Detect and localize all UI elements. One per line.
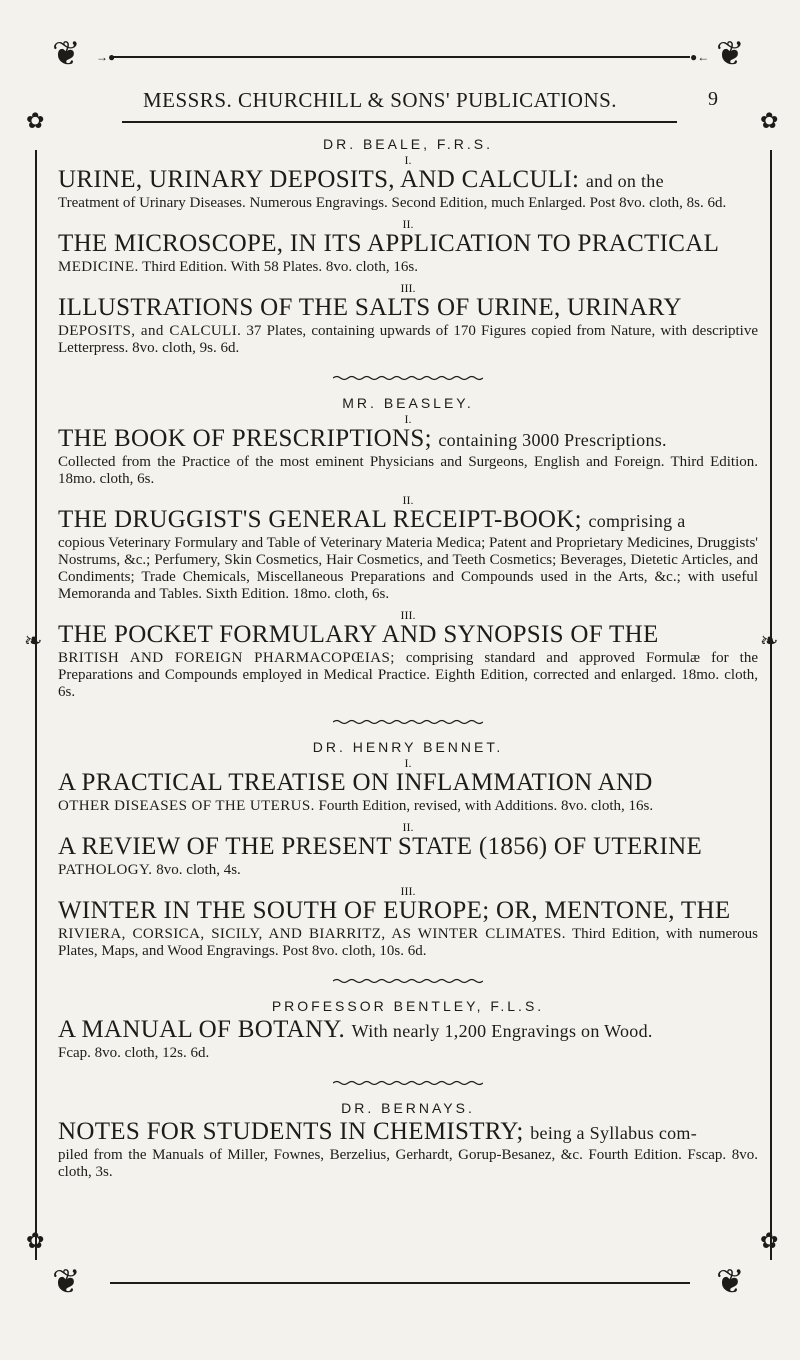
author-heading: PROFESSOR BENTLEY, F.L.S. — [271, 998, 545, 1014]
top-right-corner-ornament-icon: ❦ — [716, 36, 745, 73]
entry-title — [58, 1016, 758, 1045]
entry-title-main: NOTES FOR STUDENTS IN CHEMISTRY; — [58, 1118, 524, 1145]
entry-title-main: ILLUSTRATIONS OF THE SALTS OF URINE, URINARY — [58, 294, 682, 321]
author-section — [58, 739, 758, 960]
entry-description — [58, 1045, 758, 1062]
top-right-dash-ornament-icon: ●← — [690, 50, 710, 64]
publication-entry — [58, 1118, 758, 1181]
publication-entry — [58, 609, 758, 701]
entry-title — [58, 506, 758, 535]
publication-entry — [58, 413, 758, 488]
left-top-floret-icon: ✿ — [26, 108, 45, 133]
wavy-separator — [333, 375, 483, 381]
author-heading: DR. BERNAYS. — [341, 1100, 475, 1116]
entry-title — [58, 294, 758, 323]
entry-description — [58, 798, 758, 815]
entry-description-text: Fcap. 8vo. cloth, 12s. 6d. — [58, 1045, 210, 1061]
entry-description — [58, 195, 758, 212]
entry-numeral: III. — [400, 608, 416, 622]
author-section — [58, 136, 758, 357]
entry-description-caps: OTHER DISEASES OF THE UTERUS. — [58, 798, 315, 814]
wavy-separator — [333, 1080, 483, 1086]
entry-title — [58, 769, 758, 798]
entry-description-caps: DEPOSITS, and CALCULI. — [58, 323, 242, 339]
entry-numeral: III. — [400, 884, 416, 898]
entry-numeral: I. — [404, 153, 412, 167]
publication-entry — [58, 757, 758, 815]
author-section — [58, 998, 758, 1062]
top-left-corner-ornament-icon: ❦ — [52, 36, 81, 73]
publication-entry — [58, 1016, 758, 1062]
entry-description-text: piled from the Manuals of Miller, Fownes, Berzelius, Gerhardt, Gorup-Besanez, &c. Fourth Edition. Fscap. 8vo. cloth, 3s. — [58, 1147, 758, 1180]
entry-description-text: Collected from the Practice of the most eminent Physicians and Surgeons, English and Foreign. Third Edition. 18mo. cloth, 6s. — [58, 454, 758, 487]
entry-numeral: I. — [404, 412, 412, 426]
entry-description — [58, 650, 758, 701]
entry-title — [58, 425, 758, 454]
entry-description — [58, 535, 758, 603]
bottom-right-corner-ornament-icon: ❦ — [716, 1264, 745, 1301]
entry-title — [58, 897, 758, 926]
entry-description-caps: BRITISH AND FOREIGN PHARMACOPŒIAS; — [58, 650, 395, 666]
left-middle-floret-icon: ❧ — [24, 628, 43, 653]
header-underline-rule — [122, 121, 677, 123]
entry-title — [58, 621, 758, 650]
entry-title — [58, 230, 758, 259]
entry-title-rest: comprising a — [588, 511, 686, 531]
right-middle-floret-icon: ❧ — [760, 628, 779, 653]
author-section — [58, 395, 758, 701]
entry-description-caps: RIVIERA, CORSICA, SICILY, AND BIARRITZ, AS WINTER CLIMATES. — [58, 926, 566, 942]
entry-numeral: II. — [402, 820, 414, 834]
right-top-floret-icon: ✿ — [760, 108, 779, 133]
entry-numeral: II. — [402, 217, 414, 231]
page-number: 9 — [708, 88, 718, 110]
publication-entry — [58, 494, 758, 603]
entry-description-text: copious Veterinary Formulary and Table of Veterinary Materia Medica; Patent and Proprietary Medicines, Druggists' Nostrums, &c.; Perfumery, Skin Cosmetics, Hair Cosmetics, and Teeth Cosmetics; Beverages, Dietetic Articles, and Condiments; Trade Chemicals, Miscellaneous Preparations and Compounds used in the Arts, &c.; with useful Memoranda and Tables. Sixth Edition. 18mo. cloth, 6s. — [58, 535, 758, 602]
entry-title-main: THE DRUGGIST'S GENERAL RECEIPT-BOOK; — [58, 506, 582, 533]
entry-title — [58, 833, 758, 862]
entry-description-text: Fourth Edition, revised, with Additions. 8vo. cloth, 16s. — [314, 798, 654, 814]
right-border-line — [770, 150, 772, 1260]
bottom-border-rule — [110, 1282, 690, 1284]
publication-list — [58, 136, 758, 1187]
entry-title — [58, 166, 758, 195]
entry-title-main: THE BOOK OF PRESCRIPTIONS; — [58, 425, 432, 452]
author-section — [58, 1100, 758, 1181]
entry-numeral: I. — [404, 756, 412, 770]
entry-title-main: THE POCKET FORMULARY AND SYNOPSIS OF THE — [58, 621, 659, 648]
entry-description-text: 8vo. cloth, 4s. — [152, 862, 241, 878]
entry-title — [58, 1118, 758, 1147]
entry-description — [58, 1147, 758, 1181]
entry-description — [58, 862, 758, 879]
author-heading: DR. HENRY BENNET. — [312, 739, 504, 755]
entry-numeral: II. — [402, 493, 414, 507]
top-left-dash-ornament-icon: →● — [96, 50, 116, 64]
running-head: MESSRS. CHURCHILL & SONS' PUBLICATIONS. — [142, 88, 618, 112]
publication-entry — [58, 821, 758, 879]
entry-description — [58, 259, 758, 276]
entry-description-text: Treatment of Urinary Diseases. Numerous Engravings. Second Edition, much Enlarged. Post 8vo. cloth, 8s. 6d. — [58, 195, 727, 211]
entry-title-rest: containing 3000 Prescriptions. — [438, 430, 667, 450]
entry-title-main: URINE, URINARY DEPOSITS, AND CALCULI: — [58, 166, 580, 193]
entry-description — [58, 926, 758, 960]
right-bottom-floret-icon: ✿ — [760, 1228, 779, 1253]
entry-title-rest: With nearly 1,200 Engravings on Wood. — [351, 1021, 653, 1041]
publication-entry — [58, 154, 758, 212]
entry-title-rest: and on the — [585, 171, 664, 191]
entry-description-text: Third Edition, with numerous Plates, Maps, and Wood Engravings. Post 8vo. cloth, 10s. 6d. — [58, 926, 759, 959]
entry-description-text: comprising standard and approved Formulæ for the Preparations and Compounds employed in Medical Practice. Eighth Edition, corrected and enlarged. 18mo. cloth, 6s. — [58, 650, 758, 700]
entry-title-main: A PRACTICAL TREATISE ON INFLAMMATION AND — [58, 769, 653, 796]
entry-description — [58, 454, 758, 488]
entry-description — [58, 323, 758, 357]
publication-entry — [58, 218, 758, 276]
wavy-separator — [333, 978, 483, 984]
entry-title-main: WINTER IN THE SOUTH OF EUROPE; OR, MENTONE, THE — [58, 897, 731, 924]
entry-numeral: III. — [400, 281, 416, 295]
entry-title-main: A MANUAL OF BOTANY. — [58, 1016, 346, 1043]
author-heading: DR. BEALE, F.R.S. — [322, 136, 494, 152]
author-heading: MR. BEASLEY. — [342, 395, 474, 411]
bottom-left-corner-ornament-icon: ❦ — [52, 1264, 81, 1301]
left-bottom-floret-icon: ✿ — [26, 1228, 45, 1253]
entry-description-caps: PATHOLOGY. — [58, 862, 153, 878]
entry-description-text: 37 Plates, containing upwards of 170 Figures copied from Nature, with descriptive Letterpress. 8vo. cloth, 9s. 6d. — [58, 323, 758, 356]
publication-entry — [58, 282, 758, 357]
top-border-rule — [110, 56, 690, 58]
left-border-line — [35, 150, 37, 1260]
entry-description-text: Third Edition. With 58 Plates. 8vo. cloth, 16s. — [138, 259, 418, 275]
entry-title-main: A REVIEW OF THE PRESENT STATE (1856) OF UTERINE — [58, 833, 703, 860]
wavy-separator — [333, 719, 483, 725]
entry-title-main: THE MICROSCOPE, IN ITS APPLICATION TO PRACTICAL — [58, 230, 720, 257]
entry-description-caps: MEDICINE. — [58, 259, 139, 275]
entry-title-rest: being a Syllabus com- — [530, 1123, 698, 1143]
publication-entry — [58, 885, 758, 960]
